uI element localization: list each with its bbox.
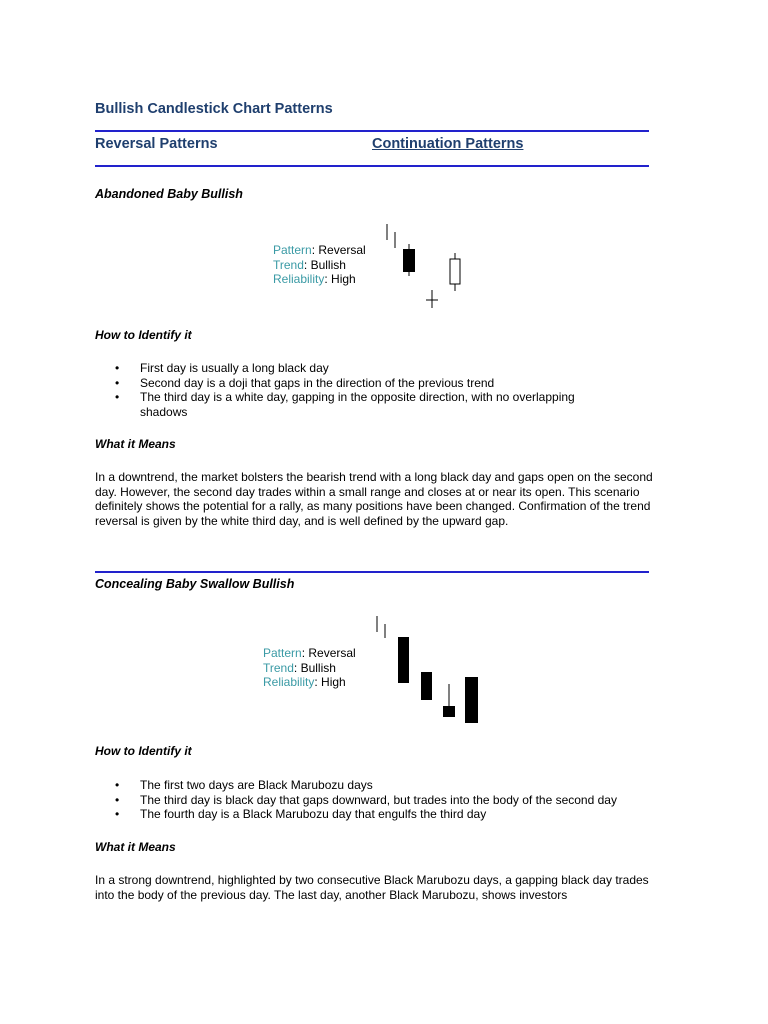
list-item: • First day is usually a long black day <box>95 361 615 376</box>
means-heading-abandoned-baby: What it Means <box>95 437 176 451</box>
list-item: • The first two days are Black Marubozu days <box>95 778 655 793</box>
list-item: • Second day is a doji that gaps in the direction of the previous trend <box>95 376 615 391</box>
means-text-abandoned-baby: In a downtrend, the market bolsters the bearish trend with a long black day and gaps open on the second day. However, the second day trades within a small range and closes at or near its open. This scenario definitely shows the potential for a rally, as many positions have been changed. Confirmation of the trend reversal is given by the white third day, and is well defined by the upward gap. <box>95 470 653 528</box>
list-item: • The third day is black day that gaps downward, but trades into the body of the second day <box>95 793 655 808</box>
means-heading-concealing-baby-swallow: What it Means <box>95 840 176 854</box>
list-item: • The third day is a white day, gapping in the opposite direction, with no overlapping shadows <box>95 390 615 419</box>
white-candle-body <box>450 259 460 284</box>
list-item: • The fourth day is a Black Marubozu day that engulfs the third day <box>95 807 655 822</box>
trend-value: : Bullish <box>293 660 336 675</box>
trend-value: : Bullish <box>303 257 346 272</box>
document-title: Bullish Candlestick Chart Patterns <box>95 101 333 117</box>
pattern-key: Pattern <box>273 243 312 257</box>
identify-heading-abandoned-baby: How to Identify it <box>95 328 192 342</box>
reliability-key: Reliability <box>273 272 325 286</box>
section-divider <box>95 571 649 573</box>
pattern-value: : Reversal <box>311 243 366 257</box>
marubozu-candle-1 <box>398 637 409 683</box>
pattern-key: Pattern <box>263 646 302 660</box>
abandoned-baby-candlestick-diagram <box>380 220 470 312</box>
trend-key: Trend <box>273 257 304 272</box>
pattern-value: : Reversal <box>301 646 356 660</box>
identify-heading-concealing-baby-swallow: How to Identify it <box>95 744 192 758</box>
identify-list-abandoned-baby <box>95 361 615 419</box>
black-candle-body <box>403 249 415 272</box>
continuation-patterns-link[interactable]: Continuation Patterns <box>372 136 524 152</box>
means-text-concealing-baby-swallow: In a strong downtrend, highlighted by two consecutive Black Marubozu days, a gapping black day trades into the body of the previous day. The last day, another Black Marubozu, shows investors <box>95 873 649 902</box>
section-title-abandoned-baby: Abandoned Baby Bullish <box>95 187 243 201</box>
third-candle-body <box>443 706 455 717</box>
marubozu-candle-4 <box>465 677 478 723</box>
concealing-baby-swallow-candlestick-diagram <box>370 612 485 727</box>
marubozu-candle-2 <box>421 672 432 700</box>
trend-key: Trend <box>263 660 294 675</box>
reversal-patterns-link[interactable]: Reversal Patterns <box>95 136 218 152</box>
header-rule-top <box>95 130 649 132</box>
reliability-value: : High <box>314 675 346 689</box>
header-rule-bottom <box>95 165 649 167</box>
reliability-value: : High <box>324 272 356 286</box>
identify-list-concealing-baby-swallow <box>95 778 655 822</box>
pattern-meta-abandoned-baby <box>273 243 366 287</box>
section-title-concealing-baby-swallow: Concealing Baby Swallow Bullish <box>95 577 295 591</box>
reliability-key: Reliability <box>263 675 315 689</box>
pattern-meta-concealing-baby-swallow <box>263 646 356 690</box>
